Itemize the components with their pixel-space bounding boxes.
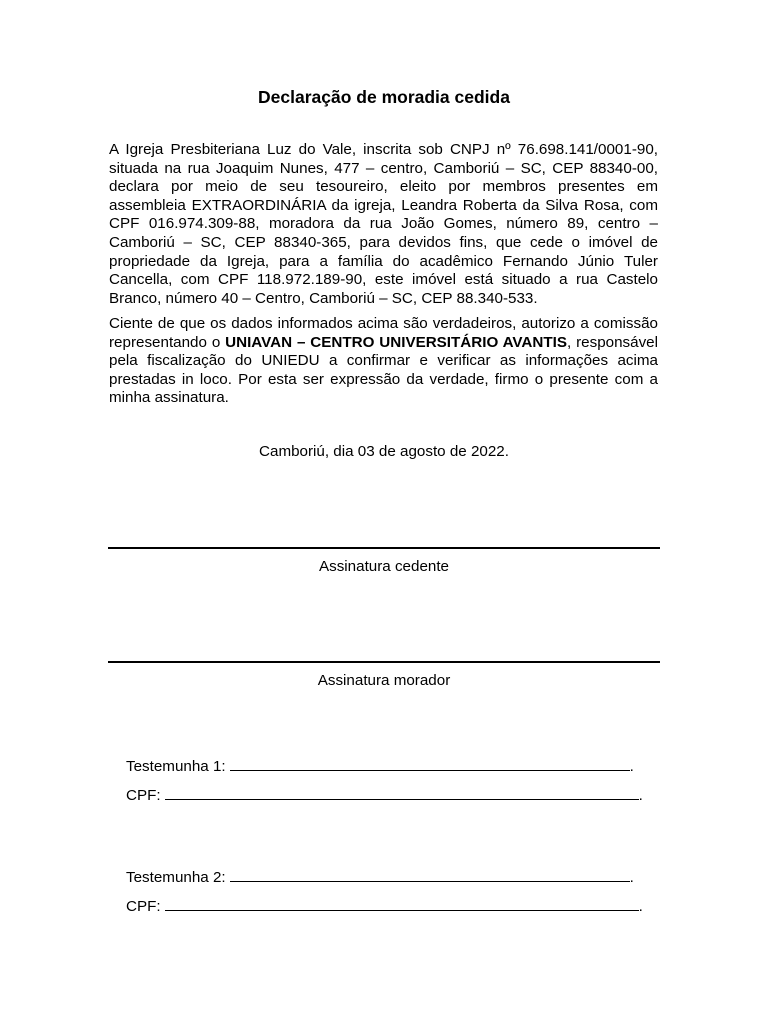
cedente-signature-label: Assinatura cedente	[318, 558, 450, 575]
cedente-signature-line	[108, 547, 660, 549]
witness-1-cpf-blank	[165, 785, 639, 800]
morador-signature-label: Assinatura morador	[317, 672, 451, 689]
witness-2-row	[126, 867, 634, 887]
witness-1-cpf-row	[126, 785, 643, 805]
witness-1-label: Testemunha 1:	[126, 758, 226, 775]
witness-1-cpf-end-mark: .	[638, 787, 643, 804]
witness-2-label: Testemunha 2:	[126, 869, 226, 886]
witness-2-cpf-blank	[165, 896, 639, 911]
institution-name: UNIAVAN – CENTRO UNIVERSITÁRIO AVANTIS	[225, 333, 567, 351]
paragraph-2-text-start: Ciente de que os dados informados acima são verdadeiros, autorizo a comissão representando o	[109, 315, 658, 351]
witness-2-cpf-row	[126, 896, 643, 916]
witness-2-cpf-label: CPF:	[126, 898, 161, 915]
declaration-paragraph-2	[109, 315, 658, 408]
declaration-paragraph-1: A Igreja Presbiteriana Luz do Vale, inscrita sob CNPJ nº 76.698.141/0001-90, situada na rua Joaquim Nunes, 477 – centro, Camboriú – SC, CEP 88340-00, declara por meio de seu tesoureiro, eleito por membros presentes em assembleia EXTRAORDINÁRIA da igreja, Leandra Roberta da Silva Rosa, com CPF 016.974.309-88, moradora da rua João Gomes, número 89, centro – Camboriú – SC, CEP 88340-365, para devidos fins, que cede o imóvel de propriedade da Igreja, para a família do acadêmico Fernando Júnio Tuler Cancella, com CPF 118.972.189-90, este imóvel está situado a rua Castelo Branco, número 40 – Centro, Camboriú – SC, CEP 88.340-533.	[109, 141, 658, 307]
place-and-date: Camboriú, dia 03 de agosto de 2022.	[259, 443, 509, 460]
witness-2-cpf-end-mark: .	[638, 898, 643, 915]
witness-2-name-blank	[230, 867, 630, 882]
witness-1-name-blank	[230, 756, 630, 771]
paragraph-2-text-end: , responsável pela fiscalização do UNIEDU a confirmar e verificar as informações acima prestadas in loco. Por esta ser expressão da verdade, firmo o presente com a minha assinatura.	[109, 333, 658, 407]
witness-1-end-mark: .	[629, 758, 634, 775]
witness-1-cpf-label: CPF:	[126, 787, 161, 804]
witness-2-end-mark: .	[629, 869, 634, 886]
morador-signature-line	[108, 661, 660, 663]
witness-1-row	[126, 756, 634, 776]
document-title: Declaração de moradia cedida	[258, 87, 510, 107]
